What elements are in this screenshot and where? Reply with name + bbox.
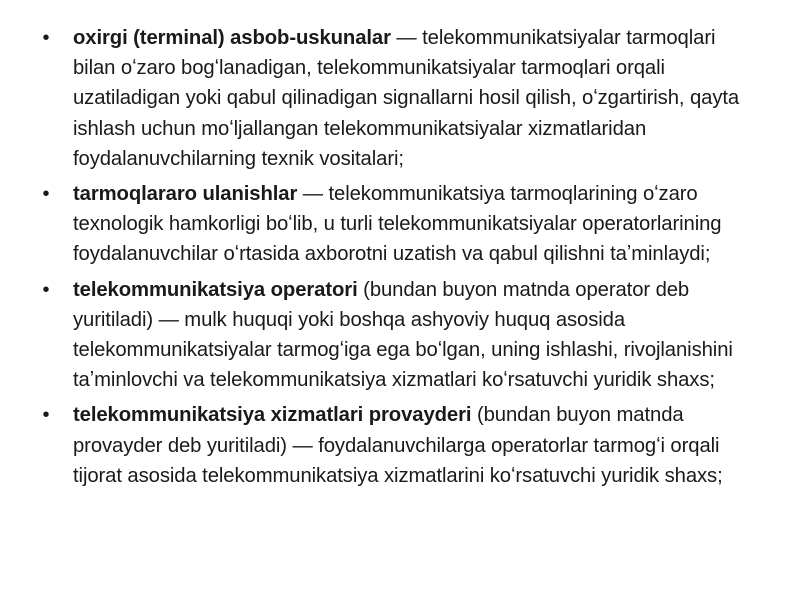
term-heading: telekommunikatsiya operatori — [73, 278, 358, 301]
bullet-icon: • — [42, 183, 50, 206]
list-item — [40, 23, 760, 174]
bullet-icon: • — [42, 404, 50, 427]
list-item — [40, 275, 760, 396]
list-item — [40, 400, 760, 491]
list-item — [40, 179, 760, 270]
term-description: — telekommunikatsiya tarmoqlarining oʻzaro texnologik hamkorligi boʻlib, u turli telekommunikatsiyalar operatorlarining foydalanuvchilar oʻrtasida axborotni uzatish va qabul qilishni taʼminlaydi; — [73, 183, 722, 266]
term-description: — telekommunikatsiyalar tarmoqlari bilan oʻzaro bogʻlanadigan, telekommunikatsiyalar tarmoqlari orqali uzatiladigan yoki qabul qilinadigan signallarni hosil qilish, oʻzgartirish, qayta ishlash uchun moʻljallangan telekommunikatsiyalar xizmatlaridan foydalanuvchilarning texnik vositalari; — [73, 27, 740, 170]
bullet-icon: • — [42, 27, 50, 49]
term-heading: tarmoqlararo ulanishlar — [73, 183, 298, 206]
term-heading: telekommunikatsiya xizmatlari provayderi — [73, 404, 472, 427]
term-description: (bundan buyon matnda operator deb yuritiladi) — mulk huquqi yoki boshqa ashyoviy huquq asosida telekommunikatsiyalar tarmogʻiga ega boʻlgan, uning ishlashi, rivojlanishini taʼminlovchi va telekommunikatsiya xizmatlari koʻrsatuvchi yuridik shaxs; — [73, 278, 733, 392]
definition-list — [40, 23, 760, 491]
bullet-icon: • — [42, 278, 50, 301]
term-description: (bundan buyon matnda provayder deb yuritiladi) — foydalanuvchilarga operatorlar tarmogʻi orqali tijorat asosida telekommunikatsiya xizmatlarini koʻrsatuvchi yuridik shaxs; — [73, 404, 723, 487]
term-heading: oxirgi (terminal) asbob-uskunalar — [73, 27, 391, 49]
